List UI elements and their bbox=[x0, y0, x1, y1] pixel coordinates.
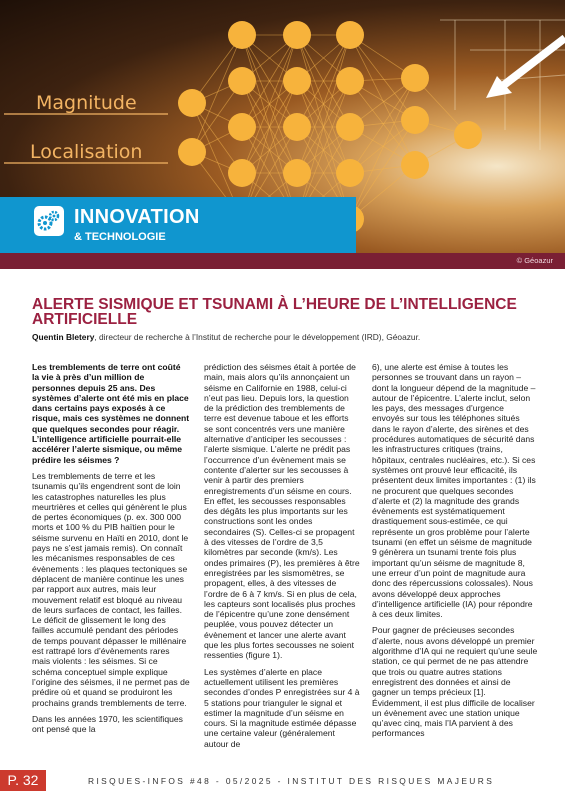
gears-icon bbox=[34, 206, 64, 236]
footer-publication: RISQUES-INFOS #48 - 05/2025 - INSTITUT DES RISQUES MAJEURS bbox=[88, 776, 495, 786]
hero-label-localisation: Localisation bbox=[30, 141, 143, 163]
network-node bbox=[283, 159, 311, 187]
hero-label-magnitude: Magnitude bbox=[36, 92, 137, 114]
network-node bbox=[178, 89, 206, 117]
network-node bbox=[178, 138, 206, 166]
network-node bbox=[401, 106, 429, 134]
network-node bbox=[336, 21, 364, 49]
page-number: P. 32 bbox=[0, 770, 46, 791]
network-node bbox=[228, 67, 256, 95]
network-node bbox=[228, 159, 256, 187]
network-node bbox=[336, 67, 364, 95]
body-paragraph: 6), une alerte est émise à toutes les personnes se trouvant dans un rayon – dont la longueur dépend de la magnitude – autour de l’épicentre. L’alerte inclut, selon les pays, des messages d’urgence envoyés sur tous les téléphones situés dans le rayon d’alerte, des sirènes et des procédures automatiques de sécurité dans les infrastructures critiques (trains, hôpitaux, centrales nucléaires, etc.). Si ces systèmes ont prouvé leur efficacité, ils présentent deux limites importantes : (1) ils ne procurent que quelques secondes d’alerte et (2) la magnitude des grands évènements est systématiquement drastiquement sous-estimée, ce qui représente un gros problème pour l’alerte tsunami (en effet un séisme de magnitude 9 génèrera un tsunami trente fois plus important qu’un séisme de magnitude 8, une erreur d’un point de magnitude aura donc des répercussions colossales). Nous avons développé deux approches d’intelligence artificielle (IA) pour répondre à ces deux limites. bbox=[372, 362, 536, 620]
article-title: ALERTE SISMIQUE ET TSUNAMI À L’HEURE DE L’INTELLIGENCE ARTIFICIELLE bbox=[32, 296, 517, 328]
network-node bbox=[336, 159, 364, 187]
network-node bbox=[401, 64, 429, 92]
network-node bbox=[228, 113, 256, 141]
body-paragraph: prédiction des séismes était à portée de main, mais alors qu’ils annonçaient un séisme en Californie en 1988, celui-ci n’eut pas lieu. Depuis lors, la question de la prédiction des tremblements de terre est devenue taboue et les efforts se sont concentrés vers une manière alternative d’anticiper les secousses : l’alerte sismique. L’alerte ne prédit pas l’occurrence d’un évènement mais se contente d’alerter sur les secousses à venir à partir des premiers enregistrements d’un séisme en cours. En effet, les secousses responsables des dégâts les plus importants sur les constructions sont les ondes secondaires (S). Celles-ci se propagent à des vitesses de l’ordre de 3,5 kilomètres par seconde (km/s). Les ondes primaires (P), les premières à être enregistrées par les sismomètres, se propagent, elles, à des vitesses de l’ordre de 6 à 7 km/s. Si en plus de cela, les capteurs sont localisés plus proches de l’épicentre qu’une zone densément peuplée, vous pouvez détecter un évènement et lancer une alerte avant que les plus fortes secousses ne soient ressenties (figure 1). bbox=[204, 362, 360, 661]
author-affiliation: , directeur de recherche à l’Institut de recherche pour le développement (IRD), Géoazur. bbox=[94, 332, 421, 342]
photo-credit: © Géoazur bbox=[516, 256, 553, 265]
arrow-icon bbox=[486, 38, 565, 98]
column-1 bbox=[32, 362, 190, 740]
column-3 bbox=[372, 362, 538, 745]
section-title: INNOVATION bbox=[74, 206, 200, 228]
byline bbox=[32, 332, 542, 342]
network-node bbox=[283, 113, 311, 141]
body-paragraph: Dans les années 1970, les scientifiques ont pensé que la bbox=[32, 713, 183, 735]
body-paragraph: Les systèmes d’alerte en place actuellement utilisent les premières secondes d’ondes P enregistrées sur 4 à 5 stations pour trianguler le signal et estimer la magnitude d’un séisme en cours. Si la magnitude estimée dépasse une certaine valeur (généralement autour de bbox=[204, 666, 360, 749]
network-node bbox=[336, 113, 364, 141]
body-paragraph: Pour gagner de précieuses secondes d’alerte, nous avons développé un premier algorithme d’IA qui ne requiert qu’une seule station, ce qui permet de ne pas attendre que trois ou quatre autres stations enregistrent des données et ainsi de gagner un temps précieux [1]. Évidemment, il est plus difficile de localiser un évènement avec une station unique qu’avec cinq, mais l’IA parvient à des performances bbox=[372, 625, 538, 739]
author-name: Quentin Bletery bbox=[32, 332, 95, 342]
lead-paragraph: Les tremblements de terre ont coûté la vie à près d’un million de personnes depuis 25 ans. Des systèmes d’alerte ont été mis en place dans certains pays exposés à ce risque, mais ces systèmes ne donnent que quelques secondes pour réagir. L’intelligence artificielle pourrait-elle accélérer l’alerte sismique, ou même prédire les séismes ? bbox=[32, 362, 190, 465]
network-node bbox=[283, 21, 311, 49]
column-2 bbox=[204, 362, 360, 755]
network-node bbox=[401, 151, 429, 179]
network-node bbox=[454, 121, 482, 149]
section-subtitle: & TECHNOLOGIE bbox=[74, 231, 166, 243]
network-node bbox=[228, 21, 256, 49]
body-paragraph: Les tremblements de terre et les tsunamis qu’ils engendrent sont de loin les catastrophes naturelles les plus meurtrières et celles qui génèrent le plus de pertes économiques (p. ex. 300 000 morts et 100 % du PIB haïtien pour le séisme survenu en Haïti en 2010, dont le pays ne s’est jamais remis). On connaît les mécanismes responsables de ces évènements : les plaques tectoniques se déplacent de manière continue les unes par rapport aux autres, mais leur mouvement relatif est bloqué au niveau de leurs surfaces de contact, les failles. Le déficit de glissement le long des failles accumulé pendant des périodes de temps pouvant dépasser le millénaire est rattrapé lors d’évènements rares mais violents : les séismes. Si ce schéma conceptuel simple explique l’origine des séismes, il ne permet pas de prédire où et quand se produiront les prochains grands tremblements de terre. bbox=[32, 470, 190, 708]
network-node bbox=[283, 67, 311, 95]
image-caption-bar bbox=[0, 253, 565, 269]
